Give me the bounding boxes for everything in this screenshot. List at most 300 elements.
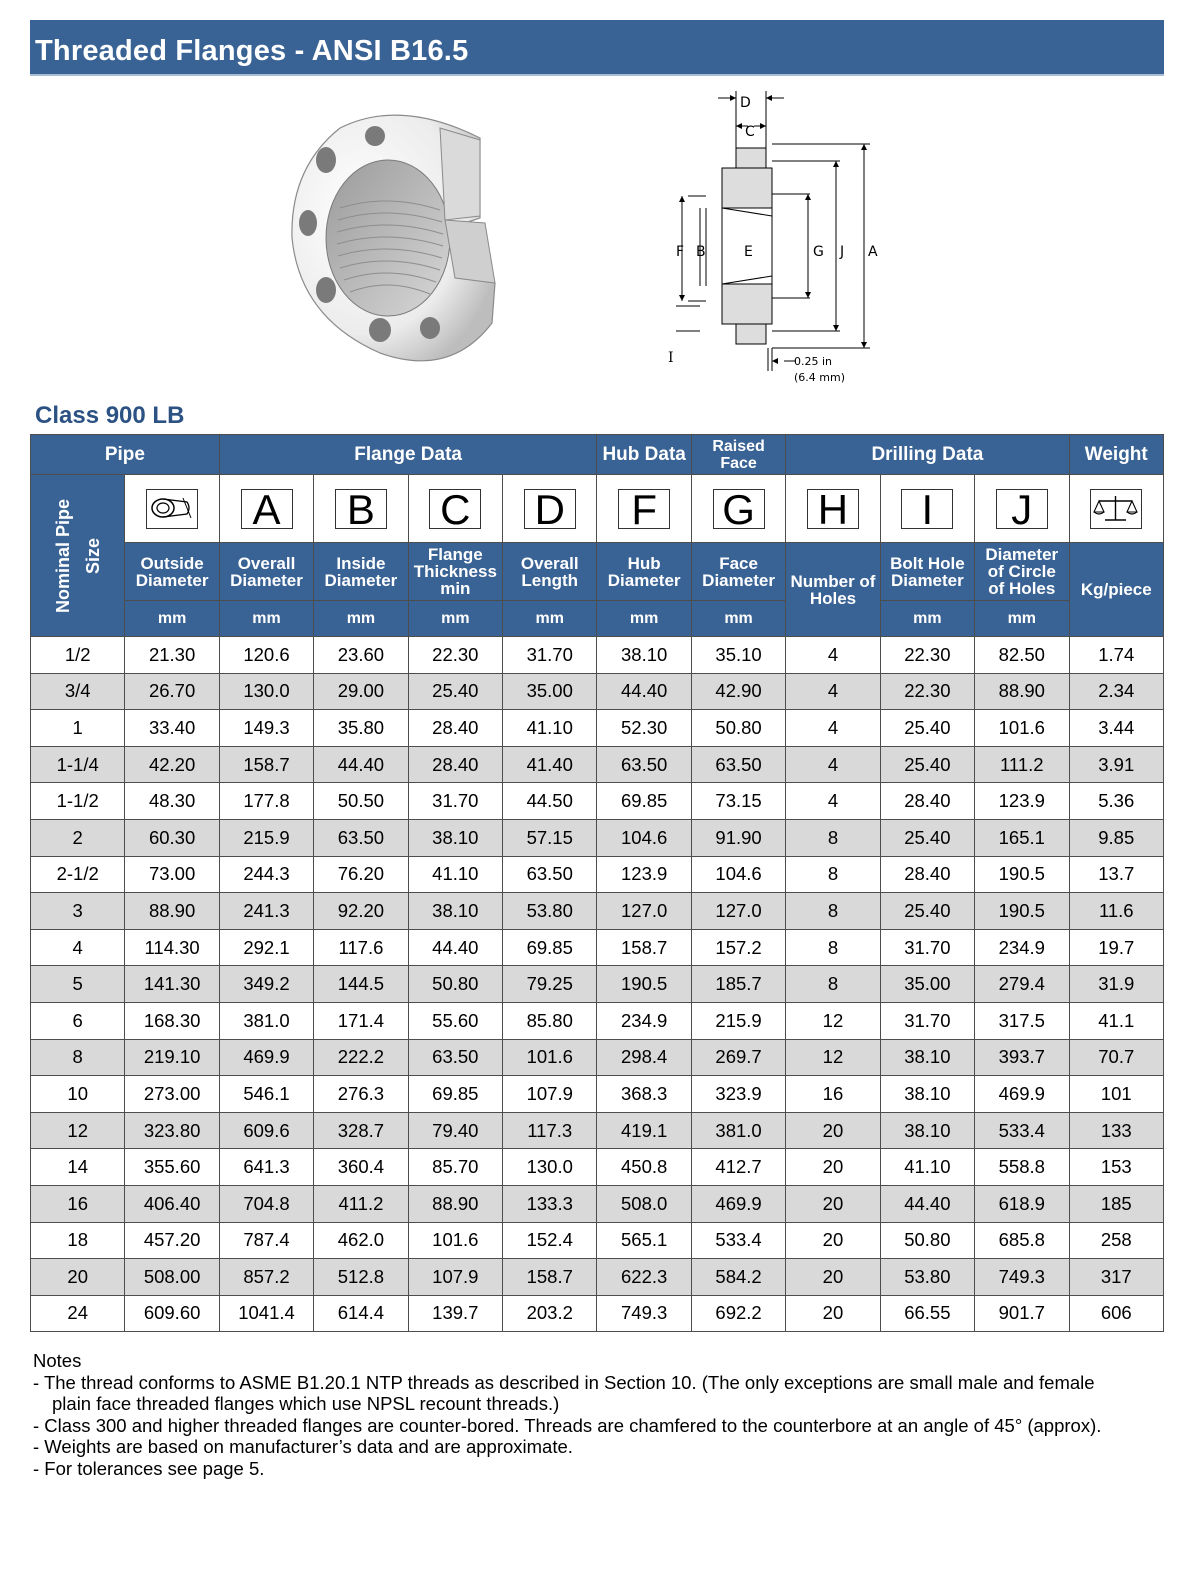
table-cell: 25.40 — [880, 819, 974, 856]
raised-face-note: 0.25 in — [794, 355, 833, 368]
table-cell: 114.30 — [125, 929, 219, 966]
table-cell: 66.55 — [880, 1295, 974, 1332]
col-face-diameter: Face Diameter — [691, 543, 785, 601]
table-cell: 158.7 — [597, 929, 691, 966]
letter-d: D — [524, 489, 576, 529]
table-cell: 203.2 — [503, 1295, 597, 1332]
table-cell: 41.1 — [1069, 1002, 1163, 1039]
letter-a-cell — [219, 475, 313, 543]
group-weight: Weight — [1069, 435, 1163, 475]
dimensions-table — [30, 434, 1164, 1332]
letter-h: H — [807, 489, 859, 529]
nominal-size-cell: 2-1/2 — [31, 856, 125, 893]
table-cell: 82.50 — [975, 637, 1069, 674]
col-bolt-hole-diameter: Bolt Hole Diameter — [880, 543, 974, 601]
table-row — [31, 1112, 1164, 1149]
nominal-size-cell: 1/2 — [31, 637, 125, 674]
table-cell: 749.3 — [975, 1259, 1069, 1296]
unit-i: mm — [880, 601, 974, 637]
table-cell: 117.3 — [503, 1112, 597, 1149]
table-cell: 41.10 — [880, 1149, 974, 1186]
table-cell: 546.1 — [219, 1076, 313, 1113]
table-cell: 41.40 — [503, 746, 597, 783]
table-cell: 3.44 — [1069, 710, 1163, 747]
table-cell: 158.7 — [219, 746, 313, 783]
table-cell: 101.6 — [408, 1222, 502, 1259]
table-body — [31, 637, 1164, 1332]
table-row — [31, 1002, 1164, 1039]
table-cell: 38.10 — [597, 637, 691, 674]
table-cell: 144.5 — [314, 966, 408, 1003]
table-cell: 63.50 — [597, 746, 691, 783]
table-cell: 641.3 — [219, 1149, 313, 1186]
nominal-size-cell: 24 — [31, 1295, 125, 1332]
table-cell: 317 — [1069, 1259, 1163, 1296]
table-cell: 50.80 — [880, 1222, 974, 1259]
table-cell: 44.50 — [503, 783, 597, 820]
table-cell: 133 — [1069, 1112, 1163, 1149]
table-cell: 565.1 — [597, 1222, 691, 1259]
table-cell: 462.0 — [314, 1222, 408, 1259]
table-cell: 79.40 — [408, 1112, 502, 1149]
table-row — [31, 819, 1164, 856]
table-cell: 508.0 — [597, 1185, 691, 1222]
table-cell: 42.20 — [125, 746, 219, 783]
table-cell: 20 — [786, 1222, 880, 1259]
table-cell: 141.30 — [125, 966, 219, 1003]
table-row — [31, 893, 1164, 930]
table-cell: 52.30 — [597, 710, 691, 747]
letter-j-cell — [975, 475, 1069, 543]
nominal-size-cell: 4 — [31, 929, 125, 966]
col-number-of-holes: Number of Holes — [786, 543, 880, 637]
table-cell: 5.36 — [1069, 783, 1163, 820]
letter-i-cell — [880, 475, 974, 543]
table-cell: 127.0 — [597, 893, 691, 930]
table-cell: 349.2 — [219, 966, 313, 1003]
flange-cross-section-diagram — [660, 86, 890, 386]
table-cell: 185 — [1069, 1185, 1163, 1222]
nominal-size-cell: 3 — [31, 893, 125, 930]
table-cell: 609.6 — [219, 1112, 313, 1149]
table-row — [31, 929, 1164, 966]
table-cell: 8 — [786, 893, 880, 930]
table-cell: 22.30 — [880, 637, 974, 674]
table-cell: 360.4 — [314, 1149, 408, 1186]
table-cell: 787.4 — [219, 1222, 313, 1259]
table-cell: 50.50 — [314, 783, 408, 820]
table-cell: 685.8 — [975, 1222, 1069, 1259]
table-cell: 606 — [1069, 1295, 1163, 1332]
nominal-size-cell: 10 — [31, 1076, 125, 1113]
nominal-pipe-size-header — [31, 475, 125, 637]
table-cell: 92.20 — [314, 893, 408, 930]
table-cell: 25.40 — [880, 893, 974, 930]
nominal-size-cell: 12 — [31, 1112, 125, 1149]
table-cell: 44.40 — [408, 929, 502, 966]
table-cell: 168.30 — [125, 1002, 219, 1039]
table-cell: 20 — [786, 1185, 880, 1222]
table-cell: 55.60 — [408, 1002, 502, 1039]
letter-g: G — [713, 489, 765, 529]
unit-j: mm — [975, 601, 1069, 637]
table-cell: 355.60 — [125, 1149, 219, 1186]
balance-scale-icon — [1090, 489, 1142, 529]
table-cell: 38.10 — [880, 1076, 974, 1113]
table-row — [31, 710, 1164, 747]
table-cell: 190.5 — [975, 893, 1069, 930]
unit-d: mm — [503, 601, 597, 637]
table-cell: 901.7 — [975, 1295, 1069, 1332]
table-cell: 273.00 — [125, 1076, 219, 1113]
table-cell: 298.4 — [597, 1039, 691, 1076]
table-cell: 317.5 — [975, 1002, 1069, 1039]
diagram-label-b: B — [696, 244, 706, 260]
col-weight-kg: Kg/piece — [1069, 543, 1163, 637]
nominal-size-cell: 2 — [31, 819, 125, 856]
unit-od: mm — [125, 601, 219, 637]
note-3: - Weights are based on manufacturer’s data and are approximate. — [33, 1436, 573, 1457]
table-cell: 73.15 — [691, 783, 785, 820]
table-cell: 50.80 — [691, 710, 785, 747]
table-cell: 234.9 — [975, 929, 1069, 966]
group-drilling-data: Drilling Data — [786, 435, 1069, 475]
nominal-size-cell: 3/4 — [31, 673, 125, 710]
class-label: Class 900 LB — [35, 402, 185, 429]
table-cell: 533.4 — [691, 1222, 785, 1259]
table-cell: 42.90 — [691, 673, 785, 710]
table-cell: 4 — [786, 746, 880, 783]
table-cell: 22.30 — [880, 673, 974, 710]
table-cell: 508.00 — [125, 1259, 219, 1296]
letter-h-cell — [786, 475, 880, 543]
note-2: - Class 300 and higher threaded flanges are counter-bored. Threads are chamfered to the counterbore at an angle of 45° (approx). — [33, 1414, 1102, 1436]
weight-icon-cell — [1069, 475, 1163, 543]
diagram-label-f: F — [676, 244, 685, 260]
table-cell: 469.9 — [691, 1185, 785, 1222]
table-cell: 21.30 — [125, 637, 219, 674]
table-cell: 104.6 — [597, 819, 691, 856]
table-cell: 69.85 — [597, 783, 691, 820]
table-cell: 177.8 — [219, 783, 313, 820]
letter-i: I — [901, 489, 953, 529]
table-cell: 19.7 — [1069, 929, 1163, 966]
table-row — [31, 966, 1164, 1003]
table-row — [31, 637, 1164, 674]
table-cell: 50.80 — [408, 966, 502, 1003]
table-cell: 276.3 — [314, 1076, 408, 1113]
table-cell: 20 — [786, 1149, 880, 1186]
threaded-flange-illustration — [280, 98, 510, 378]
table-cell: 130.0 — [219, 673, 313, 710]
letter-j: J — [996, 489, 1048, 529]
col-bolt-circle-diameter: Diameter of Circle of Holes — [975, 543, 1069, 601]
table-cell: 618.9 — [975, 1185, 1069, 1222]
unit-g: mm — [691, 601, 785, 637]
table-cell: 41.10 — [408, 856, 502, 893]
table-cell: 44.40 — [314, 746, 408, 783]
table-cell: 35.00 — [880, 966, 974, 1003]
table-row — [31, 1076, 1164, 1113]
table-cell: 4 — [786, 637, 880, 674]
pipe-od-icon — [146, 489, 198, 529]
table-cell: 292.1 — [219, 929, 313, 966]
table-cell: 4 — [786, 673, 880, 710]
unit-b: mm — [314, 601, 408, 637]
raised-face-note-mm: (6.4 mm) — [794, 371, 846, 384]
table-cell: 33.40 — [125, 710, 219, 747]
table-cell: 22.30 — [408, 637, 502, 674]
nominal-size-cell: 1-1/4 — [31, 746, 125, 783]
col-overall-length: Overall Length — [503, 543, 597, 601]
table-cell: 28.40 — [880, 783, 974, 820]
table-cell: 28.40 — [408, 710, 502, 747]
table-row — [31, 673, 1164, 710]
diagram-label-a: A — [868, 244, 878, 260]
table-cell: 69.85 — [503, 929, 597, 966]
table-cell: 190.5 — [597, 966, 691, 1003]
table-cell: 13.7 — [1069, 856, 1163, 893]
table-cell: 88.90 — [125, 893, 219, 930]
pipe-od-cell — [125, 475, 219, 543]
table-cell: 857.2 — [219, 1259, 313, 1296]
table-cell: 38.10 — [880, 1039, 974, 1076]
unit-a: mm — [219, 601, 313, 637]
table-cell: 323.80 — [125, 1112, 219, 1149]
table-cell: 28.40 — [408, 746, 502, 783]
table-cell: 11.6 — [1069, 893, 1163, 930]
table-cell: 406.40 — [125, 1185, 219, 1222]
table-cell: 25.40 — [880, 746, 974, 783]
table-cell: 469.9 — [219, 1039, 313, 1076]
table-cell: 70.7 — [1069, 1039, 1163, 1076]
table-cell: 38.10 — [408, 893, 502, 930]
letter-a: A — [241, 489, 293, 529]
table-cell: 323.9 — [691, 1076, 785, 1113]
table-row — [31, 1149, 1164, 1186]
table-cell: 171.4 — [314, 1002, 408, 1039]
letter-c: C — [429, 489, 481, 529]
letter-b: B — [335, 489, 387, 529]
table-cell: 20 — [786, 1259, 880, 1296]
table-cell: 157.2 — [691, 929, 785, 966]
table-cell: 533.4 — [975, 1112, 1069, 1149]
col-outside-diameter: Outside Diameter — [125, 543, 219, 601]
note-4: - For tolerances see page 5. — [33, 1457, 265, 1479]
table-cell: 622.3 — [597, 1259, 691, 1296]
nominal-size-cell: 6 — [31, 1002, 125, 1039]
table-cell: 419.1 — [597, 1112, 691, 1149]
table-cell: 393.7 — [975, 1039, 1069, 1076]
table-cell: 368.3 — [597, 1076, 691, 1113]
table-cell: 704.8 — [219, 1185, 313, 1222]
diagram-label-i: I — [668, 350, 674, 366]
table-cell: 8 — [786, 929, 880, 966]
table-cell: 20 — [786, 1295, 880, 1332]
table-cell: 133.3 — [503, 1185, 597, 1222]
table-cell: 558.8 — [975, 1149, 1069, 1186]
table-cell: 512.8 — [314, 1259, 408, 1296]
diagram-label-c: C — [745, 124, 755, 140]
table-cell: 73.00 — [125, 856, 219, 893]
table-cell: 35.00 — [503, 673, 597, 710]
letter-b-cell — [314, 475, 408, 543]
table-cell: 41.10 — [503, 710, 597, 747]
nominal-size-cell: 5 — [31, 966, 125, 1003]
col-hub-diameter: Hub Diameter — [597, 543, 691, 601]
letter-d-cell — [503, 475, 597, 543]
table-cell: 190.5 — [975, 856, 1069, 893]
table-cell: 85.80 — [503, 1002, 597, 1039]
table-cell: 120.6 — [219, 637, 313, 674]
title-underline — [30, 74, 1164, 76]
letter-f-cell — [597, 475, 691, 543]
table-cell: 149.3 — [219, 710, 313, 747]
group-hub-data: Hub Data — [597, 435, 691, 475]
table-cell: 57.15 — [503, 819, 597, 856]
raised-label-1: Raised — [712, 437, 765, 455]
table-cell: 60.30 — [125, 819, 219, 856]
diagram-label-j: J — [840, 244, 845, 260]
nominal-size-cell: 20 — [31, 1259, 125, 1296]
table-cell: 31.70 — [880, 929, 974, 966]
table-row — [31, 783, 1164, 820]
table-cell: 16 — [786, 1076, 880, 1113]
table-cell: 381.0 — [219, 1002, 313, 1039]
table-row — [31, 1185, 1164, 1222]
col-overall-diameter: Overall Diameter — [219, 543, 313, 601]
table-cell: 44.40 — [597, 673, 691, 710]
table-cell: 35.80 — [314, 710, 408, 747]
table-cell: 31.70 — [408, 783, 502, 820]
table-cell: 244.3 — [219, 856, 313, 893]
table-cell: 152.4 — [503, 1222, 597, 1259]
diagram-label-d: D — [740, 95, 751, 111]
table-cell: 469.9 — [975, 1076, 1069, 1113]
table-cell: 63.50 — [408, 1039, 502, 1076]
table-cell: 26.70 — [125, 673, 219, 710]
table-cell: 63.50 — [691, 746, 785, 783]
table-cell: 31.70 — [503, 637, 597, 674]
table-cell: 609.60 — [125, 1295, 219, 1332]
table-cell: 107.9 — [503, 1076, 597, 1113]
table-cell: 215.9 — [691, 1002, 785, 1039]
table-cell: 127.0 — [691, 893, 785, 930]
table-cell: 35.10 — [691, 637, 785, 674]
table-row — [31, 1039, 1164, 1076]
table-cell: 4 — [786, 783, 880, 820]
table-cell: 3.91 — [1069, 746, 1163, 783]
nominal-size-cell: 1 — [31, 710, 125, 747]
table-cell: 101.6 — [975, 710, 1069, 747]
table-cell: 584.2 — [691, 1259, 785, 1296]
table-cell: 69.85 — [408, 1076, 502, 1113]
table-cell: 88.90 — [408, 1185, 502, 1222]
table-cell: 692.2 — [691, 1295, 785, 1332]
table-cell: 91.90 — [691, 819, 785, 856]
table-cell: 158.7 — [503, 1259, 597, 1296]
table-cell: 117.6 — [314, 929, 408, 966]
unit-f: mm — [597, 601, 691, 637]
table-cell: 328.7 — [314, 1112, 408, 1149]
raised-label-2: Face — [720, 454, 757, 472]
col-inside-diameter: Inside Diameter — [314, 543, 408, 601]
notes-title: Notes — [33, 1350, 82, 1371]
group-raised-face — [691, 435, 785, 475]
table-cell: 25.40 — [880, 710, 974, 747]
table-cell: 101.6 — [503, 1039, 597, 1076]
table-cell: 139.7 — [408, 1295, 502, 1332]
table-cell: 749.3 — [597, 1295, 691, 1332]
table-cell: 1.74 — [1069, 637, 1163, 674]
table-cell: 234.9 — [597, 1002, 691, 1039]
nominal-size-cell: 14 — [31, 1149, 125, 1186]
table-cell: 12 — [786, 1002, 880, 1039]
table-cell: 279.4 — [975, 966, 1069, 1003]
notes-section — [33, 1350, 1173, 1479]
table-cell: 241.3 — [219, 893, 313, 930]
table-cell: 31.9 — [1069, 966, 1163, 1003]
table-cell: 219.10 — [125, 1039, 219, 1076]
table-cell: 44.40 — [880, 1185, 974, 1222]
table-cell: 29.00 — [314, 673, 408, 710]
table-cell: 107.9 — [408, 1259, 502, 1296]
table-cell: 20 — [786, 1112, 880, 1149]
letter-c-cell — [408, 475, 502, 543]
table-cell: 8 — [786, 966, 880, 1003]
table-cell: 25.40 — [408, 673, 502, 710]
table-cell: 48.30 — [125, 783, 219, 820]
table-cell: 53.80 — [503, 893, 597, 930]
table-cell: 8 — [786, 819, 880, 856]
diagram-label-g: G — [813, 244, 824, 260]
table-cell: 9.85 — [1069, 819, 1163, 856]
table-cell: 101 — [1069, 1076, 1163, 1113]
table-cell: 88.90 — [975, 673, 1069, 710]
table-cell: 63.50 — [314, 819, 408, 856]
table-cell: 381.0 — [691, 1112, 785, 1149]
table-cell: 258 — [1069, 1222, 1163, 1259]
group-pipe: Pipe — [31, 435, 220, 475]
table-row — [31, 1295, 1164, 1332]
nominal-size-cell: 18 — [31, 1222, 125, 1259]
table-cell: 79.25 — [503, 966, 597, 1003]
table-cell: 63.50 — [503, 856, 597, 893]
nominal-size-cell: 1-1/2 — [31, 783, 125, 820]
table-cell: 23.60 — [314, 637, 408, 674]
table-cell: 123.9 — [975, 783, 1069, 820]
note-1-continued: plain face threaded flanges which use NPSL recount threads.) — [52, 1393, 560, 1414]
table-cell: 8 — [786, 856, 880, 893]
table-cell: 411.2 — [314, 1185, 408, 1222]
table-cell: 31.70 — [880, 1002, 974, 1039]
table-cell: 215.9 — [219, 819, 313, 856]
table-cell: 153 — [1069, 1149, 1163, 1186]
table-cell: 2.34 — [1069, 673, 1163, 710]
table-cell: 1041.4 — [219, 1295, 313, 1332]
table-cell: 4 — [786, 710, 880, 747]
table-cell: 412.7 — [691, 1149, 785, 1186]
letter-f: F — [618, 489, 670, 529]
note-1: - The thread conforms to ASME B1.20.1 NTP threads as described in Section 10. (The only exceptions are small male and female — [33, 1371, 1095, 1393]
page-title: Threaded Flanges - ANSI B16.5 — [30, 20, 1164, 74]
table-cell: 111.2 — [975, 746, 1069, 783]
table-cell: 85.70 — [408, 1149, 502, 1186]
nps-line-2: Size — [82, 537, 103, 574]
diagram-label-e: E — [744, 244, 753, 260]
nps-line-1: Nominal Pipe — [52, 498, 73, 613]
group-flange-data: Flange Data — [219, 435, 597, 475]
